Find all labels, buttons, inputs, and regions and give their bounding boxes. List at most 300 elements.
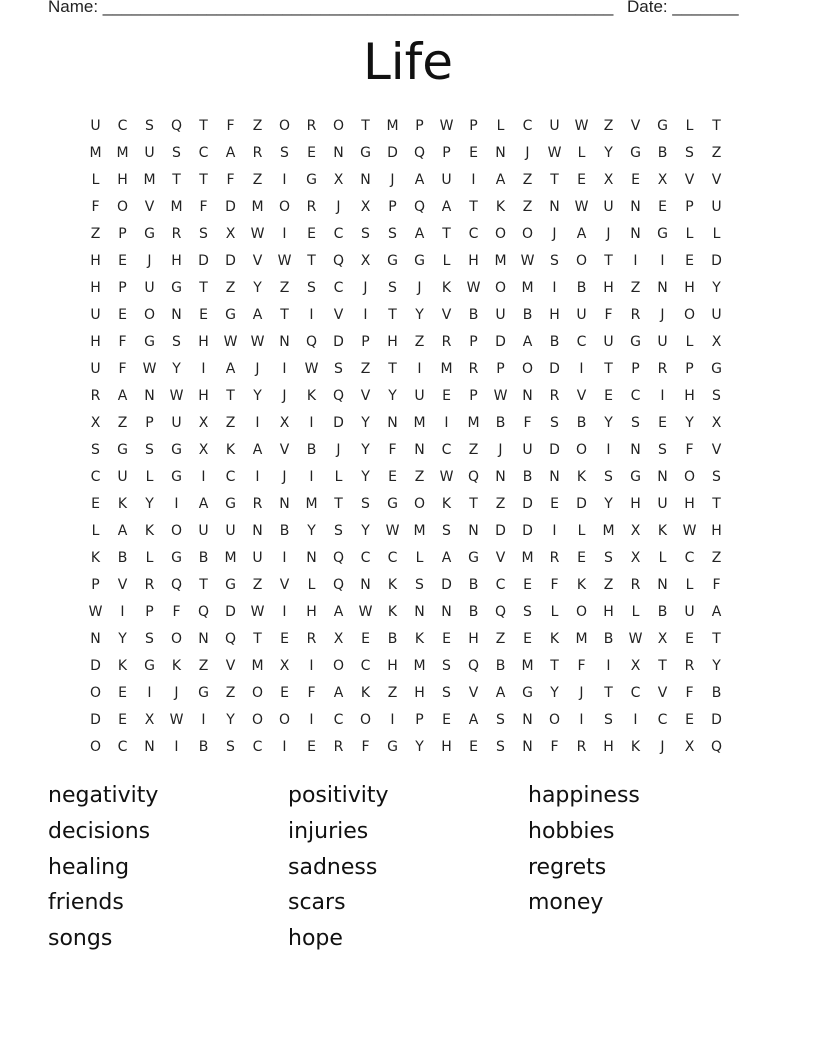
grid-letter[interactable]: A	[522, 333, 533, 350]
grid-letter[interactable]: J	[525, 144, 530, 161]
grid-letter[interactable]: S	[496, 738, 505, 755]
grid-letter[interactable]: J	[255, 360, 260, 377]
grid-letter[interactable]: Z	[603, 576, 614, 593]
grid-letter[interactable]: B	[468, 576, 479, 593]
grid-letter[interactable]: W	[223, 333, 238, 350]
grid-letter[interactable]: U	[711, 198, 722, 215]
grid-letter[interactable]: V	[252, 252, 263, 269]
grid-letter[interactable]: Y	[604, 495, 613, 512]
grid-letter[interactable]: F	[550, 576, 559, 593]
grid-letter[interactable]: G	[198, 684, 209, 701]
grid-letter[interactable]: U	[657, 495, 668, 512]
grid-letter[interactable]: J	[417, 279, 422, 296]
grid-letter[interactable]: G	[225, 306, 236, 323]
grid-letter[interactable]: E	[469, 144, 478, 161]
grid-letter[interactable]: S	[172, 333, 181, 350]
grid-letter[interactable]: V	[225, 657, 236, 674]
grid-letter[interactable]: N	[630, 441, 641, 458]
grid-letter[interactable]: S	[145, 117, 154, 134]
grid-letter[interactable]: F	[91, 198, 100, 215]
grid-letter[interactable]: U	[711, 306, 722, 323]
grid-letter[interactable]: Q	[332, 252, 345, 269]
grid-letter[interactable]: N	[414, 603, 425, 620]
grid-letter[interactable]: Z	[495, 630, 506, 647]
grid-letter[interactable]: C	[468, 225, 479, 242]
grid-letter[interactable]: E	[118, 252, 127, 269]
grid-letter[interactable]: D	[576, 495, 587, 512]
grid-letter[interactable]: S	[712, 387, 721, 404]
grid-letter[interactable]: T	[550, 657, 559, 674]
grid-letter[interactable]: T	[604, 360, 613, 377]
grid-letter[interactable]: Z	[117, 414, 128, 431]
grid-letter[interactable]: T	[469, 198, 478, 215]
grid-letter[interactable]: W	[439, 117, 454, 134]
grid-letter[interactable]: S	[388, 279, 397, 296]
grid-letter[interactable]: E	[631, 171, 640, 188]
grid-letter[interactable]: C	[198, 144, 209, 161]
grid-letter[interactable]: X	[198, 414, 209, 431]
grid-letter[interactable]: L	[415, 549, 424, 566]
grid-letter[interactable]: E	[280, 684, 289, 701]
grid-letter[interactable]: W	[169, 387, 184, 404]
grid-letter[interactable]: K	[387, 603, 398, 620]
grid-letter[interactable]: F	[199, 198, 208, 215]
grid-letter[interactable]: O	[278, 198, 291, 215]
grid-letter[interactable]: S	[604, 468, 613, 485]
grid-letter[interactable]: D	[333, 414, 344, 431]
grid-letter[interactable]: K	[576, 468, 587, 485]
grid-letter[interactable]: O	[170, 630, 183, 647]
grid-letter[interactable]: T	[469, 495, 478, 512]
grid-letter[interactable]: D	[90, 657, 101, 674]
grid-letter[interactable]: B	[657, 603, 668, 620]
grid-letter[interactable]: H	[468, 252, 479, 269]
grid-letter[interactable]: X	[684, 738, 695, 755]
grid-letter[interactable]: U	[657, 333, 668, 350]
grid-letter[interactable]: I	[417, 360, 422, 377]
grid-letter[interactable]: N	[495, 468, 506, 485]
grid-letter[interactable]: U	[252, 549, 263, 566]
grid-letter[interactable]: O	[683, 468, 696, 485]
grid-letter[interactable]: J	[498, 441, 503, 458]
grid-letter[interactable]: Z	[522, 171, 533, 188]
grid-letter[interactable]: E	[685, 711, 694, 728]
grid-letter[interactable]: P	[469, 387, 478, 404]
grid-letter[interactable]: E	[442, 630, 451, 647]
grid-letter[interactable]: U	[603, 198, 614, 215]
grid-letter[interactable]: H	[387, 333, 398, 350]
grid-letter[interactable]: D	[495, 522, 506, 539]
grid-letter[interactable]: K	[387, 576, 398, 593]
grid-letter[interactable]: Q	[710, 738, 723, 755]
grid-letter[interactable]: V	[576, 387, 587, 404]
grid-letter[interactable]: X	[603, 171, 614, 188]
grid-letter[interactable]: F	[685, 684, 694, 701]
grid-letter[interactable]: Z	[603, 117, 614, 134]
grid-letter[interactable]: R	[657, 360, 668, 377]
grid-letter[interactable]: C	[360, 549, 371, 566]
grid-letter[interactable]: O	[251, 711, 264, 728]
grid-letter[interactable]: I	[201, 360, 206, 377]
grid-letter[interactable]: I	[606, 441, 611, 458]
grid-letter[interactable]: J	[282, 468, 287, 485]
grid-letter[interactable]: N	[387, 414, 398, 431]
grid-letter[interactable]: S	[685, 144, 694, 161]
grid-letter[interactable]: L	[91, 171, 100, 188]
grid-letter[interactable]: J	[147, 252, 152, 269]
grid-letter[interactable]: Z	[198, 657, 209, 674]
grid-letter[interactable]: U	[414, 387, 425, 404]
grid-letter[interactable]: X	[711, 414, 722, 431]
grid-letter[interactable]: S	[712, 468, 721, 485]
grid-letter[interactable]: P	[388, 198, 397, 215]
grid-letter[interactable]: M	[413, 522, 426, 539]
grid-letter[interactable]: Y	[604, 144, 613, 161]
grid-letter[interactable]: E	[118, 711, 127, 728]
grid-letter[interactable]: Y	[712, 657, 721, 674]
grid-letter[interactable]: A	[441, 549, 452, 566]
grid-letter[interactable]: O	[278, 711, 291, 728]
grid-letter[interactable]: D	[549, 360, 560, 377]
grid-letter[interactable]: G	[171, 441, 182, 458]
grid-letter[interactable]: X	[198, 441, 209, 458]
grid-letter[interactable]: P	[415, 711, 424, 728]
grid-letter[interactable]: R	[171, 225, 182, 242]
grid-letter[interactable]: Y	[415, 738, 424, 755]
grid-letter[interactable]: J	[282, 387, 287, 404]
grid-letter[interactable]: B	[495, 657, 506, 674]
grid-letter[interactable]: B	[306, 441, 317, 458]
grid-letter[interactable]: X	[711, 333, 722, 350]
grid-letter[interactable]: M	[440, 360, 453, 377]
grid-letter[interactable]: X	[657, 630, 668, 647]
grid-letter[interactable]: D	[387, 144, 398, 161]
grid-letter[interactable]: U	[549, 117, 560, 134]
grid-letter[interactable]: E	[280, 630, 289, 647]
grid-letter[interactable]: E	[577, 549, 586, 566]
grid-letter[interactable]: X	[360, 252, 371, 269]
grid-letter[interactable]: E	[523, 576, 532, 593]
grid-letter[interactable]: F	[172, 603, 181, 620]
grid-letter[interactable]: G	[360, 144, 371, 161]
grid-letter[interactable]: P	[469, 117, 478, 134]
grid-letter[interactable]: O	[359, 711, 372, 728]
grid-letter[interactable]: W	[520, 252, 535, 269]
grid-letter[interactable]: T	[199, 576, 208, 593]
grid-letter[interactable]: J	[336, 441, 341, 458]
grid-letter[interactable]: P	[631, 360, 640, 377]
grid-letter[interactable]: T	[199, 117, 208, 134]
grid-letter[interactable]: L	[577, 522, 586, 539]
grid-letter[interactable]: B	[522, 306, 533, 323]
grid-letter[interactable]: F	[550, 738, 559, 755]
grid-letter[interactable]: X	[657, 171, 668, 188]
grid-letter[interactable]: D	[495, 333, 506, 350]
grid-letter[interactable]: C	[360, 657, 371, 674]
grid-letter[interactable]: S	[658, 441, 667, 458]
grid-letter[interactable]: O	[494, 279, 507, 296]
grid-letter[interactable]: V	[279, 441, 290, 458]
grid-letter[interactable]: C	[333, 279, 344, 296]
grid-letter[interactable]: G	[171, 279, 182, 296]
grid-letter[interactable]: L	[334, 468, 343, 485]
grid-letter[interactable]: N	[522, 738, 533, 755]
grid-letter[interactable]: L	[91, 522, 100, 539]
grid-letter[interactable]: N	[360, 576, 371, 593]
grid-letter[interactable]: P	[118, 279, 127, 296]
grid-letter[interactable]: D	[90, 711, 101, 728]
grid-letter[interactable]: S	[442, 657, 451, 674]
grid-letter[interactable]: I	[120, 603, 125, 620]
grid-letter[interactable]: M	[143, 171, 156, 188]
grid-letter[interactable]: H	[711, 522, 722, 539]
grid-letter[interactable]: T	[307, 252, 316, 269]
grid-letter[interactable]: D	[549, 441, 560, 458]
grid-letter[interactable]: M	[224, 549, 237, 566]
grid-letter[interactable]: O	[332, 657, 345, 674]
grid-letter[interactable]: S	[361, 225, 370, 242]
grid-letter[interactable]: R	[90, 387, 101, 404]
grid-letter[interactable]: I	[174, 495, 179, 512]
grid-letter[interactable]: C	[657, 711, 668, 728]
grid-letter[interactable]: H	[171, 252, 182, 269]
grid-letter[interactable]: R	[630, 576, 641, 593]
grid-letter[interactable]: A	[333, 684, 344, 701]
grid-letter[interactable]: K	[657, 522, 668, 539]
grid-letter[interactable]: W	[493, 387, 508, 404]
grid-letter[interactable]: S	[388, 225, 397, 242]
grid-letter[interactable]: Z	[225, 684, 236, 701]
grid-letter[interactable]: X	[333, 630, 344, 647]
grid-letter[interactable]: Y	[172, 360, 181, 377]
grid-letter[interactable]: R	[441, 333, 452, 350]
grid-letter[interactable]: C	[117, 738, 128, 755]
grid-letter[interactable]: D	[711, 711, 722, 728]
grid-letter[interactable]: S	[604, 549, 613, 566]
grid-letter[interactable]: W	[628, 630, 643, 647]
grid-letter[interactable]: S	[307, 279, 316, 296]
grid-letter[interactable]: N	[360, 171, 371, 188]
grid-letter[interactable]: G	[711, 360, 722, 377]
grid-letter[interactable]: J	[606, 225, 611, 242]
grid-letter[interactable]: I	[309, 414, 314, 431]
grid-letter[interactable]: R	[549, 549, 560, 566]
grid-letter[interactable]: E	[685, 630, 694, 647]
grid-letter[interactable]: M	[467, 414, 480, 431]
grid-letter[interactable]: A	[711, 603, 722, 620]
grid-letter[interactable]: S	[199, 225, 208, 242]
grid-letter[interactable]: H	[468, 630, 479, 647]
grid-letter[interactable]: Q	[197, 603, 210, 620]
grid-letter[interactable]: Z	[225, 279, 236, 296]
grid-letter[interactable]: I	[282, 171, 287, 188]
grid-letter[interactable]: W	[466, 279, 481, 296]
grid-letter[interactable]: L	[685, 576, 694, 593]
grid-letter[interactable]: M	[116, 144, 129, 161]
grid-letter[interactable]: T	[388, 306, 397, 323]
grid-letter[interactable]: I	[201, 711, 206, 728]
grid-letter[interactable]: H	[90, 252, 101, 269]
grid-letter[interactable]: L	[712, 225, 721, 242]
grid-letter[interactable]: Y	[388, 387, 397, 404]
grid-letter[interactable]: N	[522, 711, 533, 728]
grid-letter[interactable]: V	[684, 171, 695, 188]
grid-letter[interactable]: S	[604, 711, 613, 728]
grid-letter[interactable]: F	[388, 441, 397, 458]
grid-letter[interactable]: A	[441, 198, 452, 215]
grid-letter[interactable]: W	[250, 333, 265, 350]
grid-letter[interactable]: M	[251, 198, 264, 215]
grid-letter[interactable]: E	[658, 198, 667, 215]
grid-letter[interactable]: Y	[550, 684, 559, 701]
grid-letter[interactable]: O	[170, 522, 183, 539]
grid-letter[interactable]: I	[363, 306, 368, 323]
grid-letter[interactable]: I	[471, 171, 476, 188]
grid-letter[interactable]: T	[172, 171, 181, 188]
grid-letter[interactable]: R	[630, 306, 641, 323]
grid-letter[interactable]: X	[225, 225, 236, 242]
grid-letter[interactable]: E	[523, 630, 532, 647]
grid-letter[interactable]: E	[307, 144, 316, 161]
grid-letter[interactable]: Y	[604, 414, 613, 431]
grid-letter[interactable]: N	[657, 576, 668, 593]
grid-letter[interactable]: M	[602, 522, 615, 539]
grid-letter[interactable]: G	[414, 252, 425, 269]
grid-letter[interactable]: Q	[467, 468, 480, 485]
grid-letter[interactable]: P	[415, 117, 424, 134]
grid-letter[interactable]: K	[630, 738, 641, 755]
grid-letter[interactable]: N	[144, 738, 155, 755]
grid-letter[interactable]: G	[306, 171, 317, 188]
grid-letter[interactable]: H	[441, 738, 452, 755]
grid-letter[interactable]: K	[360, 684, 371, 701]
grid-letter[interactable]: I	[309, 468, 314, 485]
grid-letter[interactable]: O	[683, 306, 696, 323]
grid-letter[interactable]: C	[333, 225, 344, 242]
grid-letter[interactable]: W	[385, 522, 400, 539]
grid-letter[interactable]: C	[252, 738, 263, 755]
grid-letter[interactable]: U	[117, 468, 128, 485]
grid-letter[interactable]: L	[577, 144, 586, 161]
grid-letter[interactable]: G	[387, 738, 398, 755]
grid-letter[interactable]: M	[305, 495, 318, 512]
grid-letter[interactable]: P	[145, 603, 154, 620]
grid-letter[interactable]: K	[441, 495, 452, 512]
grid-letter[interactable]: H	[684, 495, 695, 512]
grid-letter[interactable]: Y	[118, 630, 127, 647]
grid-letter[interactable]: N	[468, 522, 479, 539]
grid-letter[interactable]: F	[226, 117, 235, 134]
grid-letter[interactable]: K	[495, 198, 506, 215]
grid-letter[interactable]: V	[468, 684, 479, 701]
grid-letter[interactable]: D	[225, 252, 236, 269]
grid-letter[interactable]: Z	[252, 117, 263, 134]
grid-letter[interactable]: X	[279, 657, 290, 674]
grid-letter[interactable]: S	[361, 495, 370, 512]
grid-letter[interactable]: B	[576, 414, 587, 431]
grid-letter[interactable]: K	[117, 495, 128, 512]
grid-letter[interactable]: P	[145, 414, 154, 431]
grid-letter[interactable]: L	[442, 252, 451, 269]
grid-letter[interactable]: A	[225, 144, 236, 161]
grid-letter[interactable]: G	[657, 117, 668, 134]
grid-letter[interactable]: Z	[522, 198, 533, 215]
grid-letter[interactable]: K	[576, 576, 587, 593]
grid-letter[interactable]: U	[90, 117, 101, 134]
grid-letter[interactable]: E	[577, 171, 586, 188]
grid-letter[interactable]: P	[442, 144, 451, 161]
grid-letter[interactable]: N	[630, 198, 641, 215]
grid-letter[interactable]: E	[469, 738, 478, 755]
grid-letter[interactable]: N	[144, 387, 155, 404]
grid-letter[interactable]: A	[414, 225, 425, 242]
grid-letter[interactable]: I	[255, 414, 260, 431]
grid-letter[interactable]: N	[414, 441, 425, 458]
grid-letter[interactable]: U	[171, 414, 182, 431]
grid-letter[interactable]: B	[549, 333, 560, 350]
grid-letter[interactable]: N	[630, 225, 641, 242]
grid-letter[interactable]: K	[441, 279, 452, 296]
grid-letter[interactable]: S	[550, 414, 559, 431]
grid-letter[interactable]: S	[334, 522, 343, 539]
grid-letter[interactable]: U	[522, 441, 533, 458]
grid-letter[interactable]: K	[306, 387, 317, 404]
grid-letter[interactable]: E	[307, 225, 316, 242]
grid-letter[interactable]: E	[442, 711, 451, 728]
grid-letter[interactable]: R	[144, 576, 155, 593]
grid-letter[interactable]: D	[225, 603, 236, 620]
grid-letter[interactable]: D	[522, 495, 533, 512]
grid-letter[interactable]: T	[361, 117, 370, 134]
grid-letter[interactable]: N	[657, 279, 668, 296]
grid-letter[interactable]: Z	[252, 576, 263, 593]
grid-letter[interactable]: I	[282, 360, 287, 377]
grid-letter[interactable]: I	[660, 387, 665, 404]
grid-letter[interactable]: A	[495, 684, 506, 701]
grid-letter[interactable]: U	[441, 171, 452, 188]
grid-letter[interactable]: O	[575, 252, 588, 269]
grid-letter[interactable]: V	[630, 117, 641, 134]
grid-letter[interactable]: I	[282, 603, 287, 620]
grid-letter[interactable]: S	[280, 144, 289, 161]
grid-letter[interactable]: Q	[413, 144, 426, 161]
grid-letter[interactable]: B	[468, 603, 479, 620]
grid-letter[interactable]: J	[579, 684, 584, 701]
grid-letter[interactable]: N	[252, 522, 263, 539]
grid-letter[interactable]: S	[172, 144, 181, 161]
grid-letter[interactable]: P	[496, 360, 505, 377]
grid-letter[interactable]: K	[414, 630, 425, 647]
grid-letter[interactable]: Y	[712, 279, 721, 296]
grid-letter[interactable]: T	[712, 495, 721, 512]
grid-letter[interactable]: V	[711, 171, 722, 188]
grid-letter[interactable]: V	[279, 576, 290, 593]
grid-letter[interactable]: H	[603, 279, 614, 296]
grid-letter[interactable]: J	[390, 171, 395, 188]
grid-letter[interactable]: Y	[253, 279, 262, 296]
grid-letter[interactable]: H	[414, 684, 425, 701]
grid-letter[interactable]: K	[225, 441, 236, 458]
grid-letter[interactable]: U	[144, 144, 155, 161]
grid-letter[interactable]: G	[144, 333, 155, 350]
grid-letter[interactable]: Z	[225, 414, 236, 431]
grid-letter[interactable]: R	[306, 198, 317, 215]
grid-letter[interactable]: K	[90, 549, 101, 566]
grid-letter[interactable]: W	[169, 711, 184, 728]
grid-letter[interactable]: C	[117, 117, 128, 134]
grid-letter[interactable]: C	[225, 468, 236, 485]
grid-letter[interactable]: Q	[467, 657, 480, 674]
